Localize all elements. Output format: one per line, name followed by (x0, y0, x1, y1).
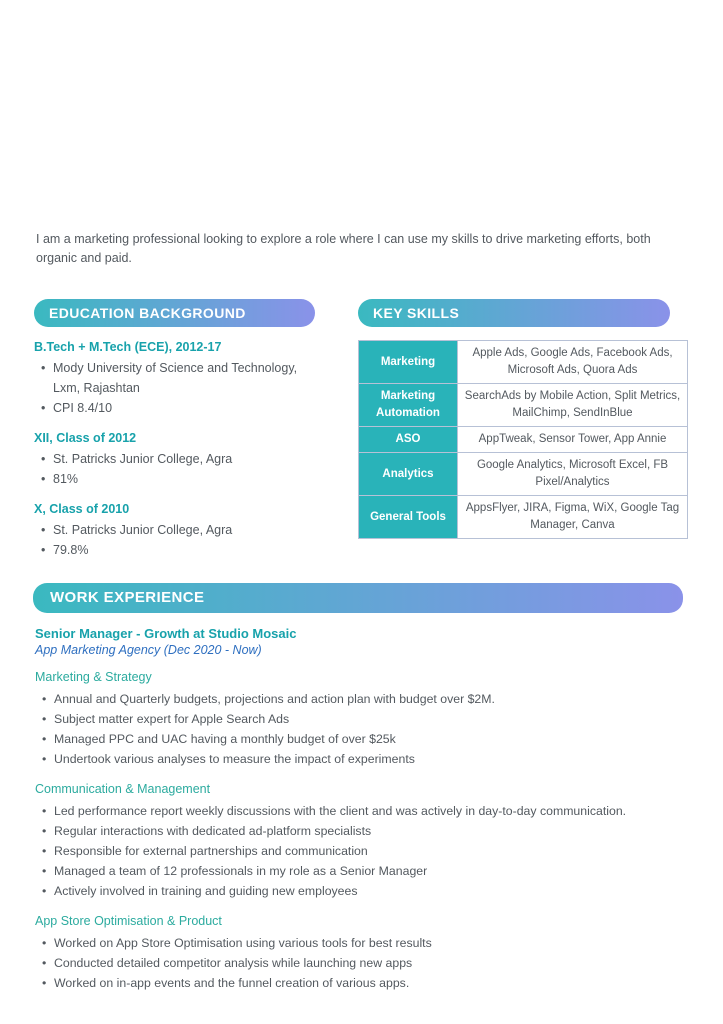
skill-tools: Google Analytics, Microsoft Excel, FB Pixel/Analytics (458, 453, 688, 496)
education-bullet: • St. Patricks Junior College, Agra (53, 449, 326, 469)
education-entry-title: B.Tech + M.Tech (ECE), 2012-17 (34, 340, 222, 354)
work-subsection-bullets (33, 933, 690, 993)
education-entry-bullets (34, 449, 326, 489)
work-bullet: • Worked on in-app events and the funnel creation of various apps. (54, 973, 690, 993)
work-bullet: • Undertook various analyses to measure the impact of experiments (54, 749, 690, 769)
job-company-dates: App Marketing Agency (Dec 2020 - Now) (35, 643, 262, 657)
skills-row (359, 384, 688, 427)
key-skills-header-label: KEY SKILLS (373, 305, 460, 321)
education-bullet: • St. Patricks Junior College, Agra (53, 520, 326, 540)
key-skills-table (358, 340, 688, 539)
skill-tools: AppTweak, Sensor Tower, App Annie (458, 427, 688, 453)
skill-category: General Tools (359, 496, 458, 539)
work-subsection-title: Communication & Management (35, 782, 211, 796)
work-experience-section (33, 583, 690, 993)
education-entry-title: XII, Class of 2012 (34, 431, 137, 445)
profile-summary: I am a marketing professional looking to explore a role where I can use my skills to drive marketing efforts, both organic and paid. (36, 232, 651, 265)
skill-category: Marketing Automation (359, 384, 458, 427)
skill-category: Analytics (359, 453, 458, 496)
work-experience-header-bar (33, 583, 683, 613)
skill-tools: AppsFlyer, JIRA, Figma, WiX, Google Tag Manager, Canva (458, 496, 688, 539)
education-bullet: • 81% (53, 469, 326, 489)
key-skills-section (358, 299, 690, 539)
education-bullet: • CPI 8.4/10 (53, 398, 326, 418)
education-bullet: • Mody University of Science and Technology, Lxm, Rajashtan (53, 358, 326, 398)
education-entry-bullets (34, 520, 326, 560)
skills-row (359, 341, 688, 384)
skills-row (359, 427, 688, 453)
work-bullet: • Regular interactions with dedicated ad-platform specialists (54, 821, 690, 841)
work-bullet: • Worked on App Store Optimisation using various tools for best results (54, 933, 690, 953)
work-bullet: • Subject matter expert for Apple Search Ads (54, 709, 690, 729)
work-bullet: • Led performance report weekly discussions with the client and was actively in day-to-day communication. (54, 801, 690, 821)
job-role-title: Senior Manager - Growth at Studio Mosaic (35, 626, 297, 641)
education-entry (34, 502, 326, 560)
work-subsection (33, 782, 690, 901)
work-subsection (33, 914, 690, 993)
work-bullet: • Managed a team of 12 professionals in my role as a Senior Manager (54, 861, 690, 881)
work-subsection (33, 670, 690, 769)
skill-category: Marketing (359, 341, 458, 384)
work-bullet: • Actively involved in training and guiding new employees (54, 881, 690, 901)
work-subsection-bullets (33, 801, 690, 901)
education-bullet: • 79.8% (53, 540, 326, 560)
skill-tools: SearchAds by Mobile Action, Split Metrics, MailChimp, SendInBlue (458, 384, 688, 427)
education-entry (34, 340, 326, 418)
work-bullet: • Annual and Quarterly budgets, projections and action plan with budget over $2M. (54, 689, 690, 709)
key-skills-header-bar (358, 299, 670, 327)
education-entry-bullets (34, 358, 326, 418)
education-header-bar (34, 299, 315, 327)
work-subsection-title: Marketing & Strategy (35, 670, 152, 684)
work-bullet: • Responsible for external partnerships and communication (54, 841, 690, 861)
skills-row (359, 453, 688, 496)
education-entry-title: X, Class of 2010 (34, 502, 130, 516)
skills-row (359, 496, 688, 539)
skill-tools: Apple Ads, Google Ads, Facebook Ads, Microsoft Ads, Quora Ads (458, 341, 688, 384)
work-experience-header-label: WORK EXPERIENCE (50, 589, 205, 606)
education-entry (34, 431, 326, 489)
education-section (34, 299, 326, 560)
work-bullet: • Managed PPC and UAC having a monthly budget of over $25k (54, 729, 690, 749)
skill-category: ASO (359, 427, 458, 453)
work-subsection-bullets (33, 689, 690, 769)
work-subsection-title: App Store Optimisation & Product (35, 914, 222, 928)
education-header-label: EDUCATION BACKGROUND (49, 305, 246, 321)
work-bullet: • Conducted detailed competitor analysis while launching new apps (54, 953, 690, 973)
